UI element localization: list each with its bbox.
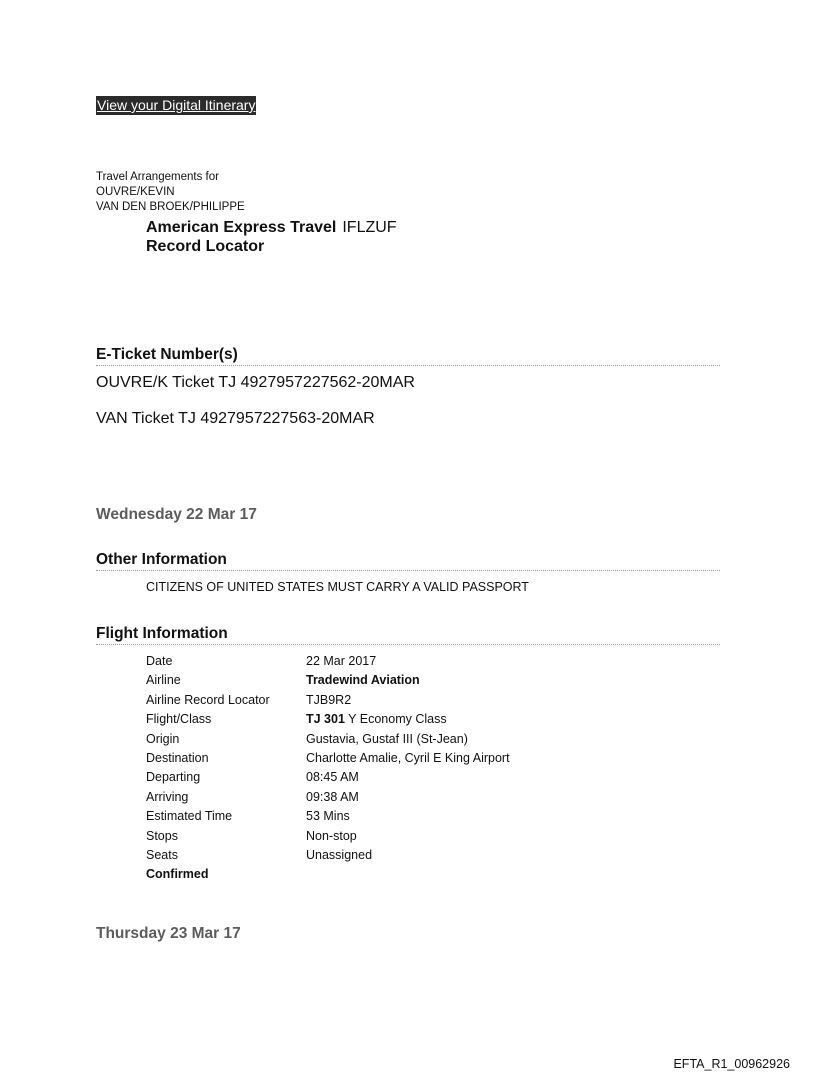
field-label: Destination bbox=[146, 751, 209, 766]
agency-line bbox=[146, 218, 397, 237]
field-label: Arriving bbox=[146, 789, 189, 804]
field-value: Tradewind Aviation bbox=[306, 673, 420, 688]
flight-row-departing bbox=[146, 768, 510, 787]
field-label: Stops bbox=[146, 828, 178, 843]
ticket-line: VAN Ticket TJ 4927957227563-20MAR bbox=[96, 410, 375, 427]
booking-status: Confirmed bbox=[146, 867, 209, 882]
day-heading: Wednesday 22 Mar 17 bbox=[96, 506, 257, 523]
field-label: Estimated Time bbox=[146, 809, 233, 824]
agency-name: American Express Travel bbox=[146, 219, 337, 236]
travel-arrangements-heading: Travel Arrangements for bbox=[96, 171, 219, 183]
field-value: 53 Mins bbox=[306, 809, 350, 824]
eticket-heading-text: E-Ticket Number(s) bbox=[96, 346, 238, 363]
digital-itinerary-link[interactable]: View your Digital Itinerary bbox=[97, 97, 256, 113]
flight-class: Y Economy Class bbox=[344, 712, 447, 727]
flight-row-date bbox=[146, 652, 510, 671]
record-locator-label: Record Locator bbox=[146, 238, 265, 255]
other-information-heading bbox=[96, 550, 720, 571]
field-value: Non-stop bbox=[306, 828, 357, 843]
traveler-name: OUVRE/KEVIN bbox=[96, 186, 175, 198]
field-value: 22 Mar 2017 bbox=[306, 654, 377, 668]
ticket-line: OUVRE/K Ticket TJ 4927957227562-20MAR bbox=[96, 374, 415, 391]
other-information-text: CITIZENS OF UNITED STATES MUST CARRY A VALID PASSPORT bbox=[146, 580, 529, 594]
field-value: Gustavia, Gustaf III (St-Jean) bbox=[306, 731, 468, 746]
flight-number: TJ 301 bbox=[306, 712, 345, 727]
field-value: TJB9R2 bbox=[306, 692, 352, 707]
day-heading: Thursday 23 Mar 17 bbox=[96, 925, 241, 942]
flight-information-heading bbox=[96, 624, 720, 645]
flight-details bbox=[146, 652, 510, 885]
flight-row-estimated-time bbox=[146, 807, 510, 826]
flight-row-origin bbox=[146, 730, 510, 749]
eticket-heading bbox=[96, 345, 720, 366]
field-label: Seats bbox=[146, 848, 178, 863]
document-id: EFTA_R1_00962926 bbox=[673, 1057, 790, 1071]
field-value: 09:38 AM bbox=[306, 789, 359, 804]
flight-row-airline bbox=[146, 671, 510, 690]
field-value bbox=[306, 710, 447, 729]
field-label: Airline Record Locator bbox=[146, 692, 270, 707]
flight-row-flight-class bbox=[146, 710, 510, 729]
field-value: 08:45 AM bbox=[306, 770, 359, 785]
flight-row-destination bbox=[146, 749, 510, 768]
travel-arrangements bbox=[96, 170, 245, 215]
flight-row-record-locator bbox=[146, 691, 510, 710]
field-value: Unassigned bbox=[306, 848, 373, 863]
flight-information-heading-text: Flight Information bbox=[96, 625, 228, 642]
field-label: Origin bbox=[146, 731, 180, 746]
traveler-name: VAN DEN BROEK/PHILIPPE bbox=[96, 201, 245, 213]
field-label: Airline bbox=[146, 673, 181, 688]
flight-row-arriving bbox=[146, 788, 510, 807]
flight-row-seats bbox=[146, 846, 510, 865]
flight-row-stops bbox=[146, 827, 510, 846]
field-label: Departing bbox=[146, 770, 201, 785]
field-label: Date bbox=[146, 654, 173, 668]
other-information-heading-text: Other Information bbox=[96, 551, 227, 568]
record-locator-value: IFLZUF bbox=[342, 219, 397, 236]
field-value: Charlotte Amalie, Cyril E King Airport bbox=[306, 751, 510, 766]
flight-row-status bbox=[146, 865, 510, 884]
field-label: Flight/Class bbox=[146, 712, 212, 727]
